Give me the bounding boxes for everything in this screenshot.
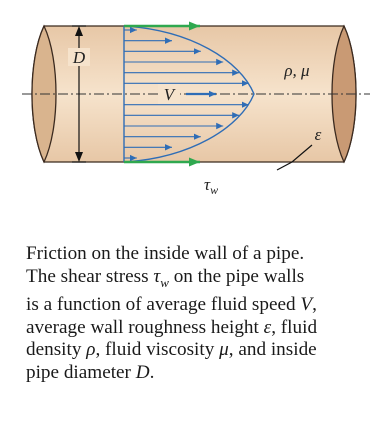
D-symbol: D [135,361,150,383]
diameter-label: D [72,48,86,67]
fluid-properties-label: ρ, μ [284,61,310,80]
tau-subscript: w [160,274,169,290]
rho-symbol: ρ [86,339,96,361]
pipe-flow-diagram [0,0,392,215]
velocity-label: V [163,85,175,104]
caption-line-4: average wall roughness height ε, fluid [26,316,318,338]
caption-line-6: pipe diameter D. [26,361,155,383]
caption-line-1: Friction on the inside wall of a pipe. [26,243,305,264]
figure-caption [26,243,388,384]
caption-line-5: density ρ, fluid viscosity μ, and inside [26,339,317,361]
caption-line-2: The shear stress $\tau_w$ on the pipe walls [26,265,305,290]
wall-shear-subscript: w [210,183,219,197]
V-symbol: V [300,294,313,316]
wall-shear-label [204,175,218,197]
wall-shear-symbol: τ [204,175,211,194]
caption-line-3: is a function of average fluid speed V, [26,294,317,316]
roughness-label: ε [314,125,322,144]
mu-symbol: μ [219,339,229,361]
tau-symbol: τ [153,265,161,287]
epsilon-symbol: ε [263,316,272,338]
